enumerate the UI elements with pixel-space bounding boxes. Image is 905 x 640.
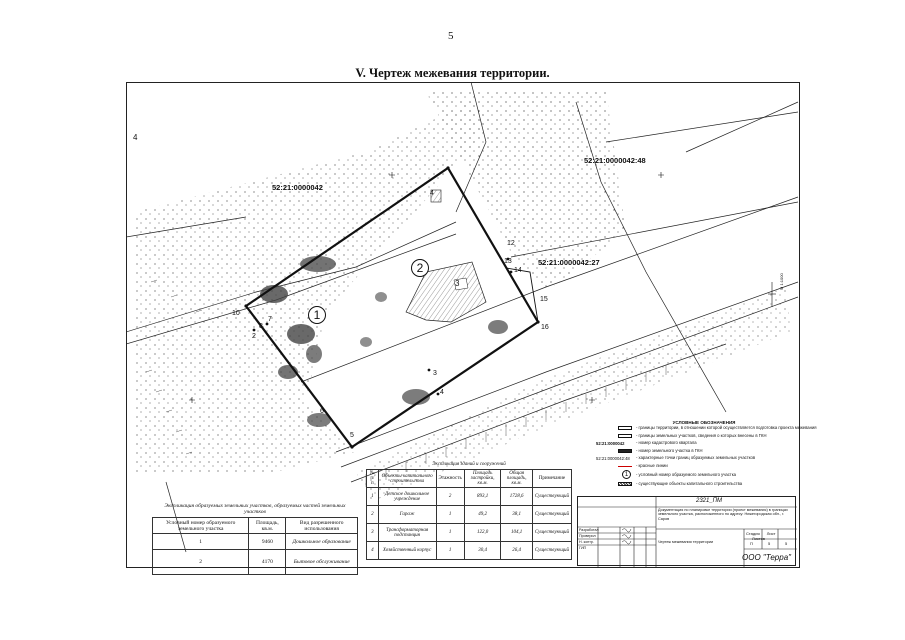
legend-item: - существующие объекты капитального строительства xyxy=(596,481,792,489)
table-cell: 9460 xyxy=(249,534,286,550)
table-cell: Дошкольное образование xyxy=(286,534,358,550)
stage-header: Стадия xyxy=(746,531,760,536)
table-caption: Экспликация образуемых земельных участков, образуемых частей земельных участков xyxy=(164,502,346,515)
table-cell: 2 xyxy=(367,506,379,524)
role-label: Проверил xyxy=(579,534,596,538)
table-cell: 893,1 xyxy=(464,488,501,506)
table-row xyxy=(367,506,572,524)
table-cell: 4170 xyxy=(249,550,286,575)
point-label: 6 xyxy=(320,408,324,415)
tree-cluster xyxy=(375,292,387,302)
table-row xyxy=(367,542,572,560)
corner-marker: 4 xyxy=(133,133,138,142)
boundary-point xyxy=(350,445,353,448)
table-caption: Экспликация зданий и сооружений xyxy=(432,462,506,467)
sheet-value: 5 xyxy=(768,541,771,546)
document-code: 2321_ПМ xyxy=(696,498,723,504)
point-label: 3 xyxy=(433,370,437,377)
legend-item: - границы территории, в отношении которой осуществляется подготовка проекта межевания xyxy=(596,425,792,433)
tree-cluster xyxy=(488,320,508,334)
cadastral-quarter-label: 52:21:0000042 xyxy=(272,183,323,192)
point-label: 10 xyxy=(232,310,240,317)
tree-cluster xyxy=(360,337,372,347)
table-header: Площадь застройки, кв.м. xyxy=(464,470,501,488)
table-cell: Гараж xyxy=(378,506,436,524)
table-cell: Существующий xyxy=(532,488,571,506)
table-header: Общая площадь, кв.м. xyxy=(501,470,532,488)
table-cell: 38,1 xyxy=(501,506,532,524)
street-line-12 xyxy=(606,112,798,142)
point-label: 15 xyxy=(540,296,548,303)
role-label: Н. контр. xyxy=(579,540,594,544)
point-label: 16 xyxy=(541,324,549,331)
point-label: 5 xyxy=(350,432,354,439)
signature xyxy=(622,541,631,544)
table-cell: 104,1 xyxy=(501,524,532,542)
sheet-name: Чертеж межевания территории xyxy=(658,540,714,544)
page-number: 5 xyxy=(448,30,454,42)
table-row xyxy=(153,534,358,550)
point-label: 7 xyxy=(268,316,272,323)
table-header: Объекты капитального строительства xyxy=(378,470,436,488)
cadastral-parcel-label: 52:21:0000042:27 xyxy=(538,258,600,267)
building-number: 3 xyxy=(455,279,460,288)
point-label: 13 xyxy=(504,258,512,265)
table-cell: 4 xyxy=(367,542,379,560)
plot-explication-table xyxy=(152,500,358,575)
sheets-value: 5 xyxy=(785,541,788,546)
boundary-point xyxy=(536,320,539,323)
legend-item: - границы земельных участков, сведения о которых внесены в ГКН xyxy=(596,433,792,441)
zone-marker: 2 xyxy=(411,259,429,277)
table-cell: 1 xyxy=(367,488,379,506)
page-title: V. Чертеж межевания территории. xyxy=(355,66,550,80)
table-cell: 49,2 xyxy=(464,506,501,524)
stage-value: П xyxy=(750,541,753,546)
legend-title: УСЛОВНЫЕ ОБОЗНАЧЕНИЯ xyxy=(672,420,736,425)
role-label: ГИП xyxy=(579,546,587,550)
cadastral-parcel-label: 52:21:0000042:48 xyxy=(584,156,646,165)
point-label: 2 xyxy=(252,333,256,340)
boundary-point xyxy=(437,393,440,396)
grid-cross xyxy=(658,172,664,178)
table-header: Примечание xyxy=(532,470,571,488)
tree-cluster xyxy=(306,345,322,363)
signature xyxy=(622,535,631,538)
legend-item: - номер земельного участка в ГКН xyxy=(596,448,792,456)
table-cell: Существующий xyxy=(532,506,571,524)
zone-marker: 1 xyxy=(308,306,326,324)
legend-item: 52:21:0000042:48 - характерные точки границ образуемых земельных участков xyxy=(596,455,756,461)
point-label: 14 xyxy=(514,267,522,274)
table-cell: Существующий xyxy=(532,542,571,560)
table-cell: Бытовое обслуживание xyxy=(286,550,358,575)
table-cell: Существующий xyxy=(532,524,571,542)
table-cell: 1 xyxy=(153,534,249,550)
table-cell: 3 xyxy=(367,524,379,542)
boundary-point xyxy=(510,271,513,274)
point-label: 12 xyxy=(507,240,515,247)
map-legend xyxy=(596,420,817,496)
point-label: 4 xyxy=(440,389,444,396)
table-header: Площадь, кв.м. xyxy=(249,518,286,534)
sheet-header: Лист xyxy=(766,531,776,536)
legend-item: - красные линии xyxy=(596,463,792,471)
boundary-point xyxy=(266,323,269,326)
role-label: Разработал xyxy=(579,528,599,532)
table-row xyxy=(153,550,358,575)
scale-note: М 1:1000 xyxy=(779,273,784,290)
title-block xyxy=(577,496,796,566)
point-label: 8 xyxy=(259,323,263,330)
building-explication-table xyxy=(366,460,572,560)
sheets-header: Листов xyxy=(752,536,765,541)
boundary-point xyxy=(253,329,256,332)
legend-item: 52:21:0000042 - номер кадастрового квартала xyxy=(596,440,697,446)
tree-cluster xyxy=(287,324,315,344)
tree-cluster xyxy=(300,256,336,272)
stamp-columns xyxy=(746,531,795,541)
table-cell: 2 xyxy=(153,550,249,575)
table-cell: 26,4 xyxy=(501,542,532,560)
table-cell: 30,4 xyxy=(464,542,501,560)
table-cell: 1 xyxy=(436,542,464,560)
table-cell: Трансформаторная подстанция xyxy=(378,524,436,542)
point-label: 4 xyxy=(430,190,434,197)
table-header: Условный номер образуемого земельного участка xyxy=(153,518,249,534)
boundary-point xyxy=(244,304,247,307)
boundary-point xyxy=(446,166,449,169)
firm-name: ООО "Терра" xyxy=(742,553,791,562)
table-cell: 2 xyxy=(436,488,464,506)
table-cell: Хозяйственный корпус xyxy=(378,542,436,560)
table-header: № п/п xyxy=(367,470,379,488)
table-cell: 1 xyxy=(436,506,464,524)
table-cell: 1 xyxy=(436,524,464,542)
signature xyxy=(622,529,631,532)
project-description: Документация по планировке территории (проект межевания) в границах земельного участка, расположенного по адресу: Нижегородская обл., г. Саров xyxy=(658,508,788,521)
table-row xyxy=(367,488,572,506)
table-header: Этажность xyxy=(436,470,464,488)
table-cell: 1728,6 xyxy=(501,488,532,506)
table-cell: Детское дошкольное учреждение xyxy=(378,488,436,506)
table-header: Вид разрешенного использования xyxy=(286,518,358,534)
legend-item: 1 - условный номер образуемого земельного участка xyxy=(596,470,792,481)
table-cell: 122,0 xyxy=(464,524,501,542)
table-row xyxy=(367,524,572,542)
boundary-point xyxy=(428,369,431,372)
